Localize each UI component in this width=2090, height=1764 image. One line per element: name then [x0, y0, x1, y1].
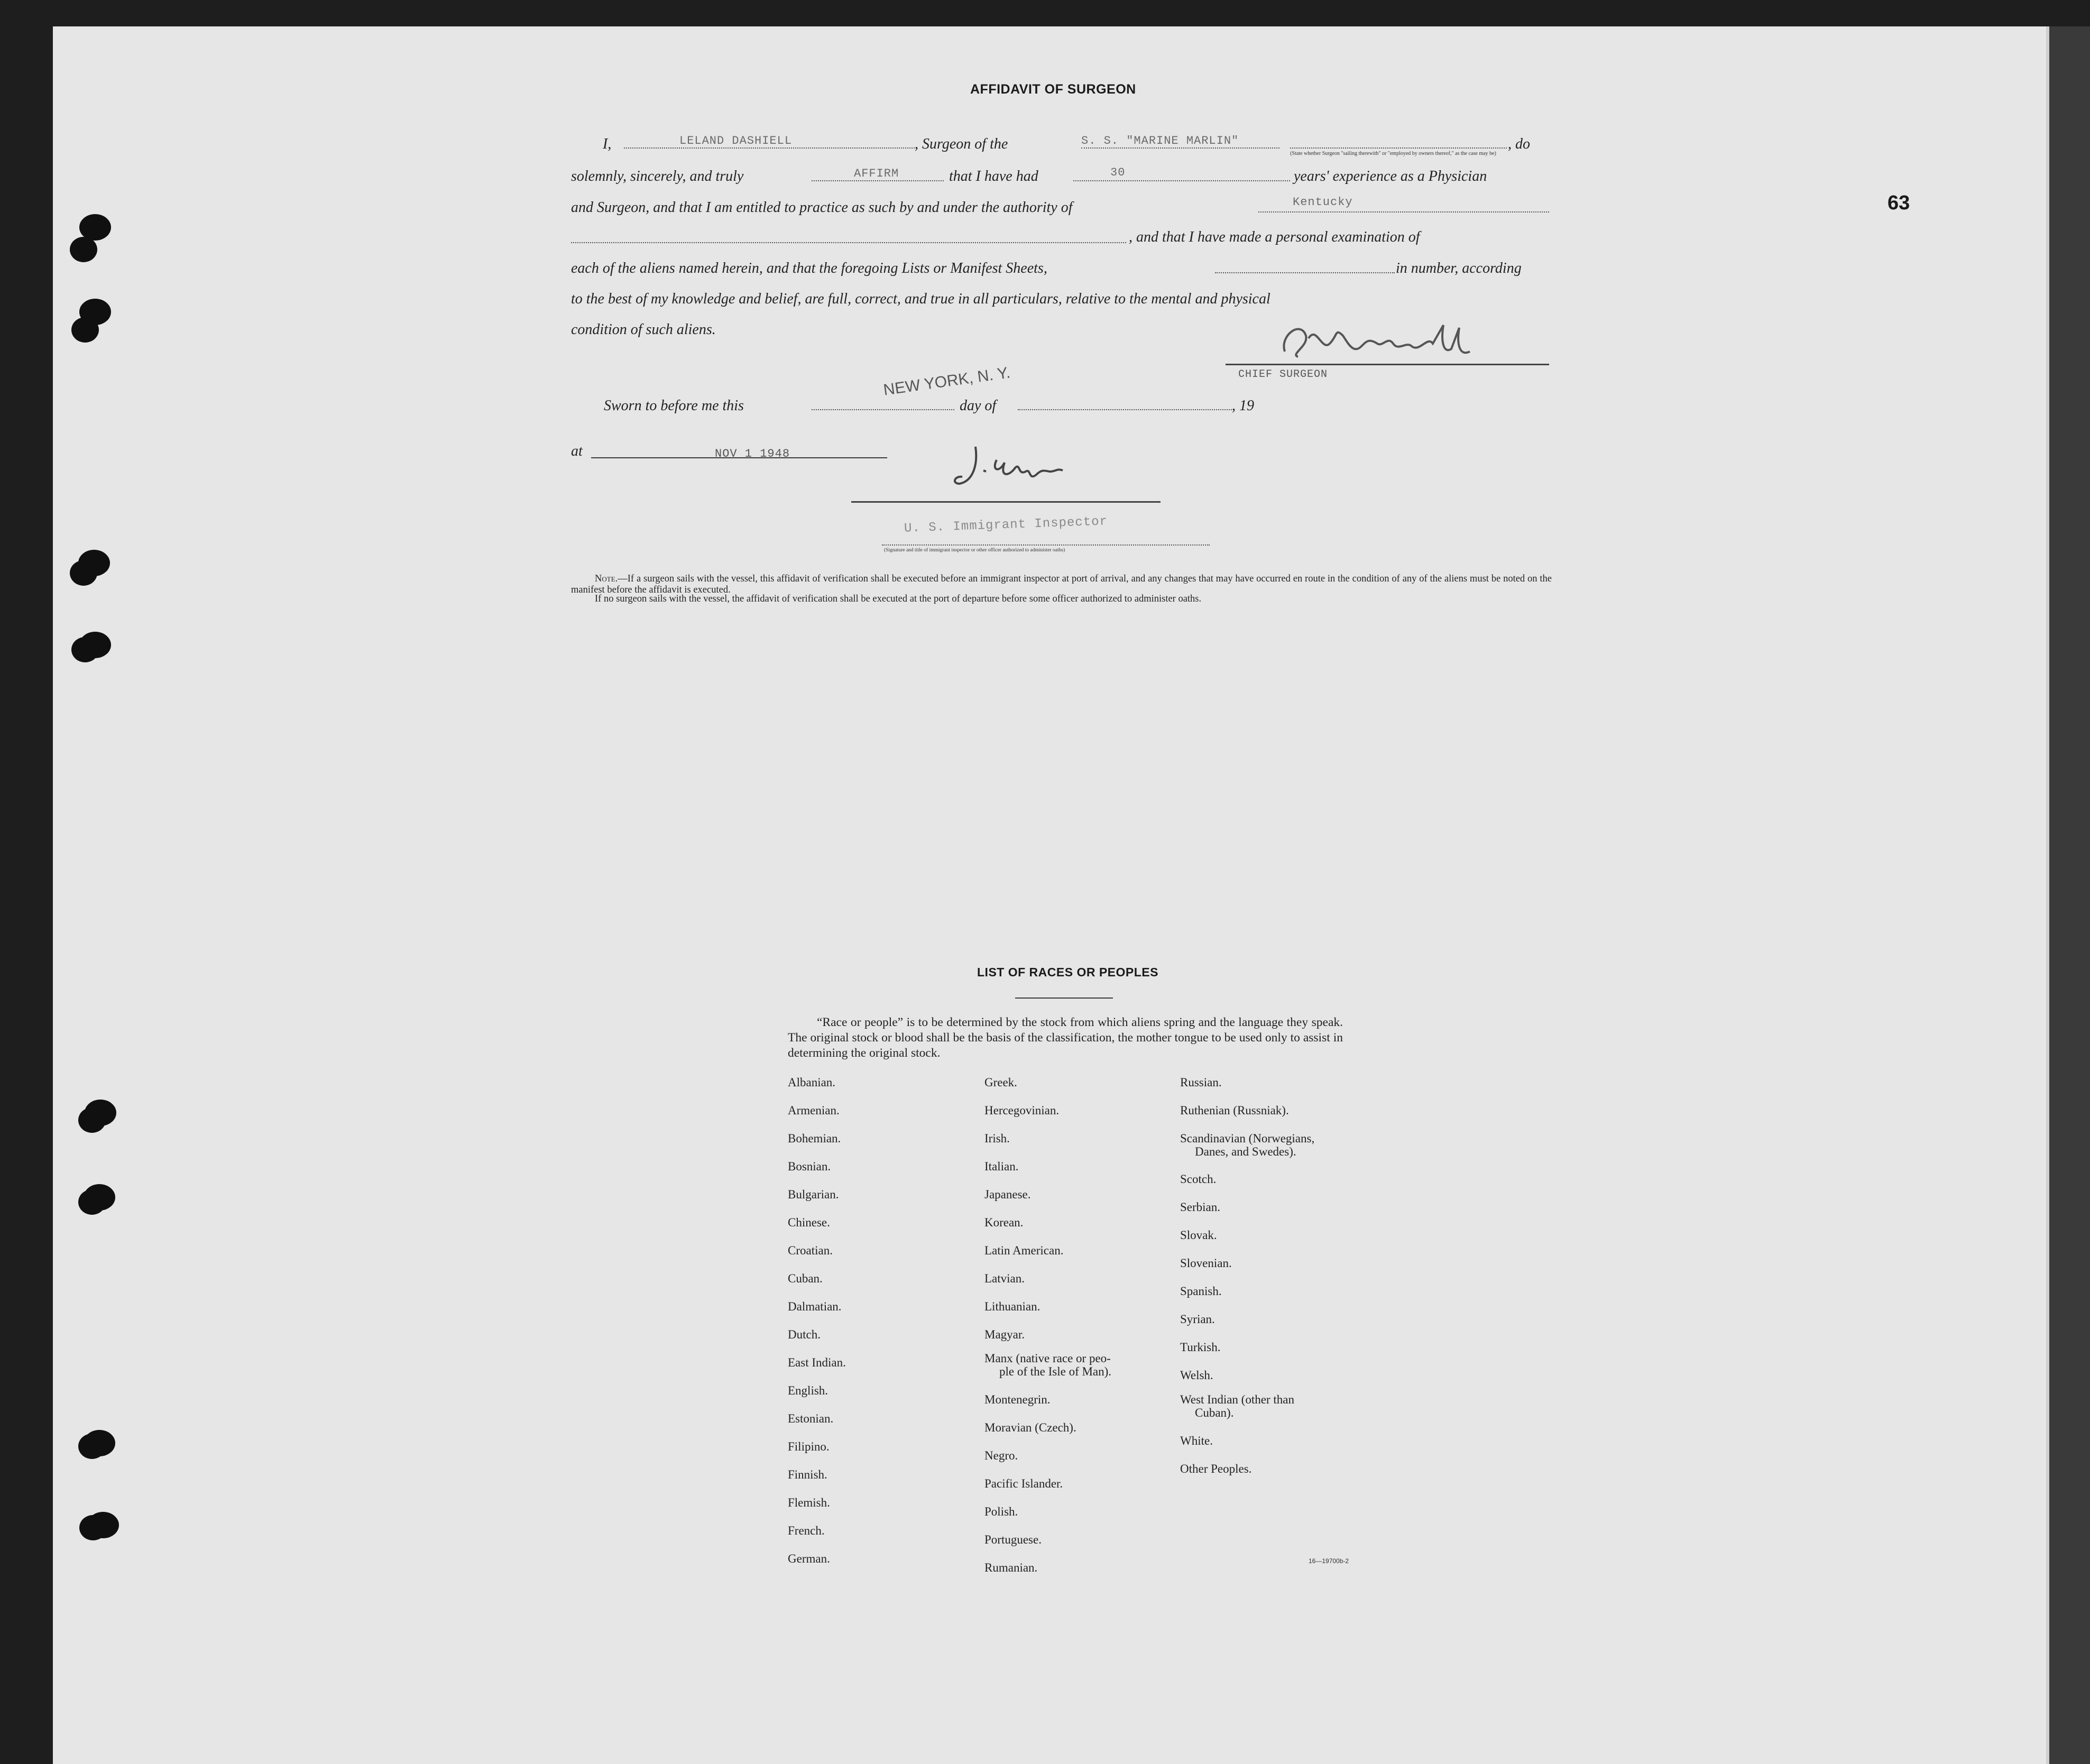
surgeon-signature: [1269, 315, 1533, 367]
binder-hole-7b: [78, 1434, 106, 1459]
surgeon-signature-line: [1226, 364, 1549, 365]
form-number: 16—19700b-2: [1309, 1557, 1349, 1565]
race-item: West Indian (other than: [1180, 1393, 1294, 1406]
note-text-1: If a surgeon sails with the vessel, this affidavit of verification shall be executed before an immigrant inspector at port of arrival, and any changes that may have occurred en route in the condition of any of the aliens must be noted on the manifest before the affidavit is executed.: [571, 574, 1552, 595]
inspector-note: (Signature and title of immigrant inspector or other officer authorized to administer oaths): [884, 548, 1065, 553]
at-date-stamp: NOV 1 1948: [715, 447, 790, 460]
line2-mid: that I have had: [949, 168, 1038, 184]
surgeon-name: LELAND DASHIELL: [679, 134, 793, 147]
name-line: [624, 147, 915, 149]
races-title-rule: [1015, 998, 1113, 999]
binder-hole-1b: [70, 237, 97, 262]
inspector-title-line: [882, 544, 1210, 546]
vessel-line: [1081, 147, 1279, 149]
races-intro: “Race or people” is to be determined by the stock from which aliens spring and the language they speak. The original stock or blood shall be the basis of the classification, the mother tongue to be used only to assist in determining the original stock.: [788, 1015, 1343, 1060]
race-item: Scandinavian (Norwegians,: [1180, 1132, 1315, 1145]
race-item: Croatian.: [788, 1244, 833, 1257]
inspector-title: U. S. Immigrant Inspector: [904, 514, 1108, 536]
affidavit-title: AFFIDAVIT OF SURGEON: [970, 82, 1136, 97]
race-item: Filipino.: [788, 1440, 830, 1453]
race-item: Latin American.: [984, 1244, 1064, 1257]
binder-hole-8b: [79, 1515, 107, 1540]
capacity-line: [1290, 147, 1507, 149]
race-item: Japanese.: [984, 1188, 1031, 1201]
race-item: ple of the Isle of Man).: [999, 1365, 1112, 1378]
line2-prefix: solemnly, sincerely, and truly: [571, 168, 744, 184]
race-item: Magyar.: [984, 1328, 1025, 1341]
line1-end: , do: [1508, 136, 1530, 152]
note-paragraph-2: If no surgeon sails with the vessel, the affidavit of verification shall be executed at the port of departure before some officer authorized to administer oaths.: [595, 594, 1202, 604]
race-item: Flemish.: [788, 1496, 830, 1509]
line5-end: in number, according: [1396, 260, 1522, 276]
race-item: Bosnian.: [788, 1160, 831, 1173]
race-item: Hercegovinian.: [984, 1104, 1060, 1117]
years-line: [1073, 180, 1290, 181]
race-item: Welsh.: [1180, 1369, 1213, 1382]
line5-prefix: each of the aliens named herein, and that the foregoing Lists or Manifest Sheets,: [571, 260, 1047, 276]
race-item: Ruthenian (Russniak).: [1180, 1104, 1289, 1117]
race-item: Manx (native race or peo-: [984, 1352, 1111, 1365]
document-page: [53, 26, 2049, 1764]
inspector-signature-line: [851, 501, 1161, 503]
race-item: Polish.: [984, 1505, 1018, 1518]
vessel-name: S. S. "MARINE MARLIN": [1081, 134, 1239, 147]
race-item: Portuguese.: [984, 1533, 1042, 1546]
race-item: Slovenian.: [1180, 1257, 1232, 1270]
race-item: Spanish.: [1180, 1285, 1222, 1298]
binder-hole-6b: [78, 1189, 106, 1215]
race-item: Turkish.: [1180, 1341, 1221, 1354]
affirm-line: [812, 180, 944, 181]
note-paragraph-1: [571, 574, 1552, 596]
line6: to the best of my knowledge and belief, are full, correct, and true in all particulars, relative to the mental and physical: [571, 291, 1270, 307]
binder-hole-5b: [78, 1107, 106, 1133]
line7: condition of such aliens.: [571, 321, 716, 338]
race-item: Korean.: [984, 1216, 1024, 1229]
race-item: English.: [788, 1384, 828, 1397]
chief-surgeon-label: CHIEF SURGEON: [1238, 368, 1328, 381]
race-item: Greek.: [984, 1076, 1017, 1089]
race-item: Syrian.: [1180, 1313, 1215, 1326]
race-item: Cuban).: [1195, 1406, 1234, 1419]
sworn-day: day of: [960, 398, 997, 414]
authority-line-2: [571, 242, 1126, 243]
sworn-month-line: [1018, 409, 1232, 410]
race-item: Slovak.: [1180, 1229, 1217, 1242]
race-item: White.: [1180, 1434, 1213, 1447]
race-item: Latvian.: [984, 1272, 1025, 1285]
race-item: Estonian.: [788, 1412, 834, 1425]
sheets-count-line: [1215, 272, 1395, 273]
authority-value: Kentucky: [1293, 196, 1353, 209]
race-item: German.: [788, 1552, 830, 1565]
race-item: Serbian.: [1180, 1200, 1221, 1214]
race-item: Scotch.: [1180, 1172, 1217, 1186]
races-title: LIST OF RACES OR PEOPLES: [977, 965, 1158, 979]
race-item: Albanian.: [788, 1076, 836, 1089]
race-item: Dalmatian.: [788, 1300, 842, 1313]
binder-hole-2b: [71, 317, 99, 343]
race-item: Russian.: [1180, 1076, 1222, 1089]
race-item: Irish.: [984, 1132, 1010, 1145]
port-stamp: NEW YORK, N. Y.: [882, 364, 1011, 399]
race-item: Armenian.: [788, 1104, 840, 1117]
binder-hole-4b: [71, 637, 99, 662]
line1-mid: , Surgeon of the: [915, 136, 1008, 152]
race-item: Pacific Islander.: [984, 1477, 1063, 1490]
line4-end: , and that I have made a personal examination of: [1129, 229, 1420, 245]
line1-prefix: I,: [603, 136, 612, 152]
race-item: Cuban.: [788, 1272, 823, 1285]
race-item: Lithuanian.: [984, 1300, 1041, 1313]
note-lead: Note.—: [595, 574, 628, 584]
binder-hole-3b: [70, 560, 97, 586]
race-item: Bulgarian.: [788, 1188, 839, 1201]
race-item: Negro.: [984, 1449, 1018, 1462]
race-item: Moravian (Czech).: [984, 1421, 1076, 1434]
race-item: Rumanian.: [984, 1561, 1038, 1574]
race-item: Bohemian.: [788, 1132, 841, 1145]
race-item: Danes, and Swedes).: [1195, 1145, 1296, 1158]
inspector-signature: [946, 439, 1105, 497]
race-item: Montenegrin.: [984, 1393, 1051, 1406]
line2-end: years' experience as a Physician: [1294, 168, 1487, 184]
race-item: East Indian.: [788, 1356, 846, 1369]
dark-background-edge: [2046, 26, 2090, 1764]
race-item: Dutch.: [788, 1328, 821, 1341]
affirm-value: AFFIRM: [854, 167, 899, 180]
race-item: Chinese.: [788, 1216, 830, 1229]
authority-line: [1258, 211, 1549, 213]
sworn-prefix: Sworn to before me this: [604, 398, 744, 414]
line3-prefix: and Surgeon, and that I am entitled to practice as such by and under the authority of: [571, 199, 1073, 216]
race-item: Italian.: [984, 1160, 1019, 1173]
state-note: (State whether Surgeon "sailing therewith" or "employed by owners thereof," as the case may be): [1290, 151, 1496, 156]
at-prefix: at: [571, 443, 583, 459]
race-item: Finnish.: [788, 1468, 827, 1481]
sworn-day-line: [812, 409, 954, 410]
race-item: French.: [788, 1524, 825, 1537]
page-number: 63: [1888, 192, 1910, 214]
sworn-year: , 19: [1232, 398, 1254, 414]
years-value: 30: [1110, 166, 1126, 179]
race-item: Other Peoples.: [1180, 1462, 1252, 1475]
